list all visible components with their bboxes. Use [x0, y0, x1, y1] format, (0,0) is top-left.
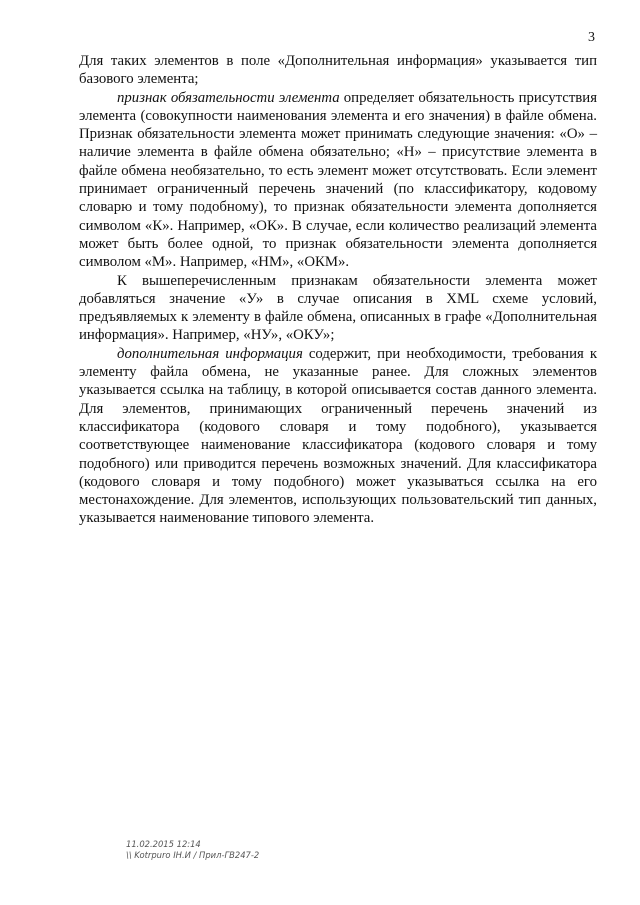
footer-file-path: \\ Kotrpuro IН.И / Прил-ГВ247-2: [126, 849, 260, 860]
term-mandatory-flag: признак обязательности элемента: [117, 89, 340, 106]
paragraph-mandatory-flag-text: определяет обязательность присутствия элемента (совокупности наименования элемента и его значения) в файле обмена. Признак обязательности элемента может принимать следующие значения: «О» – наличие элемента в файле обмена обязательно; «Н» – присутствие элемента в файле обмена необязательно, то есть элемент может отсутствовать. Если элемент принимает ограниченный перечень значений (по классификатору, кодовому словарю и тому подобному), то признак обязательности элемента дополняется символом «К». Например, «ОК». В случае, если количество реализаций элемента может быть более одной, то признак обязательности элемента дополняется символом «М». Например, «НМ», «ОКМ».: [79, 89, 597, 271]
paragraph-conditional-value: К вышеперечисленным признакам обязательности элемента может добавляться значение «У» в случае описания в XML схеме условий, предъявляемых к элементу в файле обмена, описанных в графе «Дополнительная информация». Например, «НУ», «ОКУ»;: [79, 272, 597, 344]
document-footer: [126, 839, 259, 860]
document-body: [79, 52, 597, 528]
paragraph-mandatory-flag: [79, 89, 597, 272]
paragraph-base-element: Для таких элементов в поле «Дополнительная информация» указывается тип базового элемента;: [79, 53, 597, 88]
page-number: 3: [588, 30, 595, 45]
footer-timestamp: 11.02.2015 12:14: [126, 839, 201, 849]
paragraph-additional-info-text: содержит, при необходимости, требования к элементу файла обмена, не указанные ранее. Для сложных элементов указывается ссылка на таблицу, в которой описывается состав данного элемента. Для элементов, принимающих ограниченный перечень значений из классификатора (кодового словаря и тому подобного), указывается соответствующее наименование классификатора (кодового словаря и тому подобного) или приводится перечень возможных значений. Для классификатора (кодового словаря и тому подобного) может указываться ссылка на его местонахождение. Для элементов, использующих пользовательский тип данных, указывается наименование типового элемента.: [79, 345, 598, 527]
term-additional-info: дополнительная информация: [117, 345, 303, 362]
paragraph-additional-info: [79, 345, 597, 528]
